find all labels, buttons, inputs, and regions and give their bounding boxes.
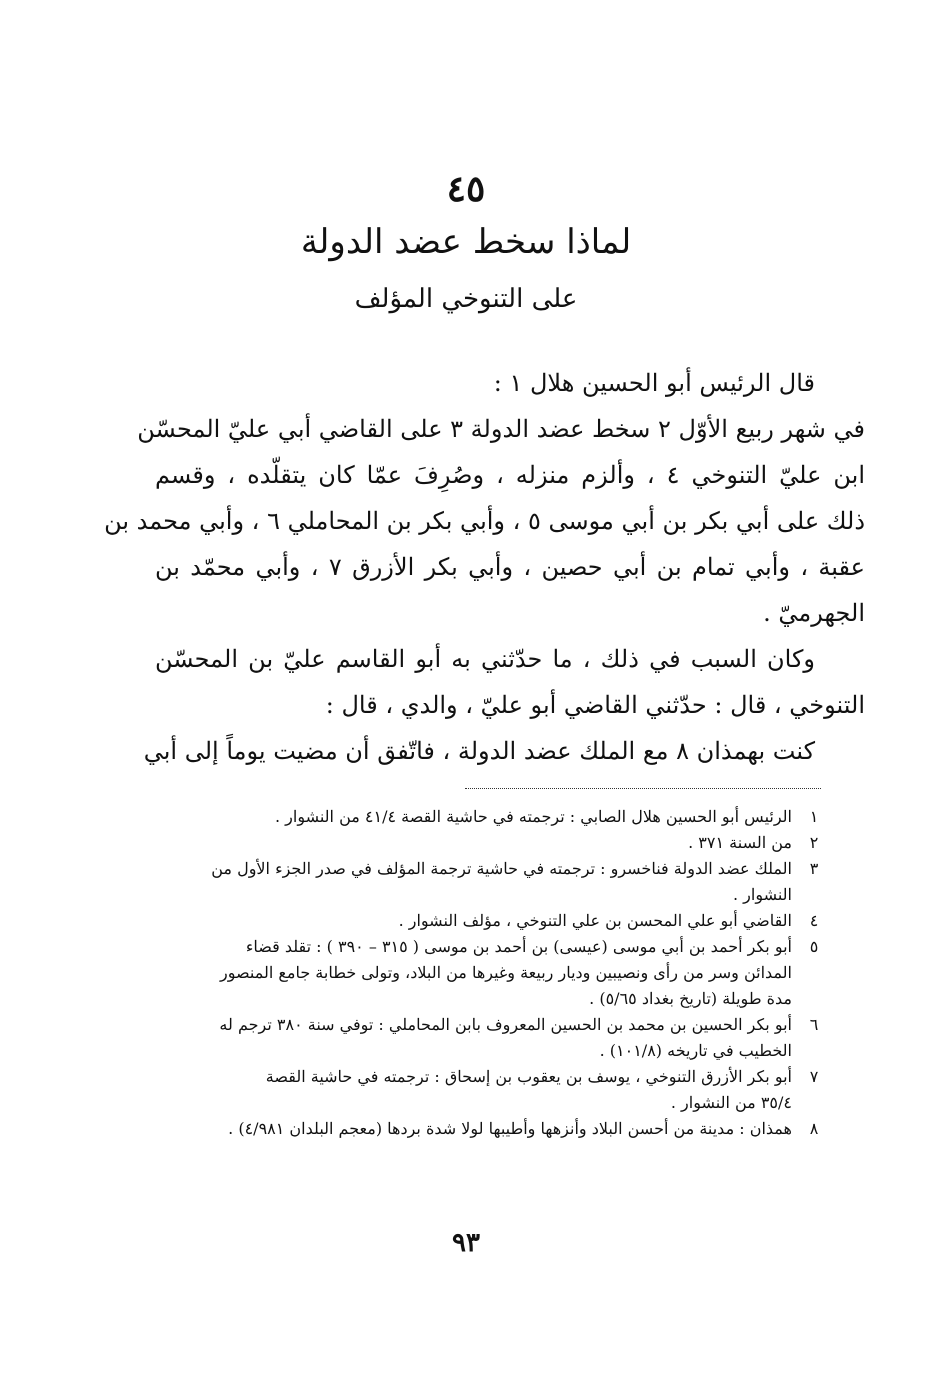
body-line: ابن عليّ التنوخي ٤ ، وألزم منزله ، وصُرِفَ عمّا كان يتقلّده ، وقسم [155,461,865,489]
body-line: كنت بهمذان ٨ مع الملك عضد الدولة ، فاتّفق أن مضيت يوماً إلى أبي [143,737,815,765]
footnote-line: أبو بكر أحمد بن أبي موسى (عيسى) بن أحمد بن موسى ( ٣١٥ – ٣٩٠ ) : تقلد قضاء [245,937,792,956]
body-line: الجهرميّ . [763,599,865,627]
footnote-6 [148,1012,828,1064]
footnote-2 [148,830,828,856]
chapter-subtitle: على التنوخي المؤلف [354,284,578,314]
footnote-line: همذان : مدينة من أحسن البلاد وأنزهها وأطيبها لولا شدة بردها (معجم البلدان ٤/٩٨١) . [228,1119,792,1138]
footnote-divider [465,788,821,789]
footnote-line: النشوار . [732,885,792,904]
chapter-title: لماذا سخط عضد الدولة [300,222,632,262]
footnote-number: ٤ [809,911,819,930]
footnote-3 [148,856,828,908]
footnote-number: ٢ [809,833,819,852]
footnote-line: ٣٥/٤ من النشوار . [670,1093,792,1112]
main-text [104,360,865,774]
footnote-number: ٦ [809,1015,819,1034]
footnote-line: أبو بكر الحسين بن محمد بن الحسين المعروف بابن المحاملي : توفي سنة ٣٨٠ ترجم له [219,1015,792,1034]
footnote-line: أبو بكر الأزرق التنوخي ، يوسف بن يعقوب بن إسحاق : ترجمته في حاشية القصة [265,1067,792,1086]
footnote-number: ٥ [809,937,819,956]
footnotes [148,804,828,1142]
footnote-5 [148,934,828,1012]
footnote-8 [148,1116,828,1142]
footnote-7 [148,1064,828,1116]
footnote-number: ٣ [809,859,819,878]
chapter-number: ٤٥ [446,168,486,210]
footnote-line: الخطيب في تاريخه (١٠١/٨) . [599,1041,792,1060]
footnote-line: الملك عضد الدولة فناخسرو : ترجمته في حاشية ترجمة المؤلف في صدر الجزء الأول من [211,859,792,878]
footnote-number: ٨ [809,1119,819,1138]
footnote-line: مدة طويلة (تاريخ بغداد ٥/٦٥) . [589,989,792,1008]
footnote-number: ١ [809,807,819,826]
body-line: قال الرئيس أبو الحسين هلال ١ : [493,369,815,397]
body-line: في شهر ربيع الأوّل ٢ سخط عضد الدولة ٣ على القاضي أبي عليّ المحسّن [137,415,865,443]
body-line: ذلك على أبي بكر بن أبي موسى ٥ ، وأبي بكر بن المحاملي ٦ ، وأبي محمد بن [104,507,865,535]
body-line: عقبة ، وأبي تمام بن أبي حصين ، وأبي بكر الأزرق ٧ ، وأبي محمّد بن [155,553,865,581]
body-line: وكان السبب في ذلك ، ما حدّثني به أبو القاسم عليّ بن المحسّن [155,645,815,673]
body-line: التنوخي ، قال : حدّثني القاضي أبو عليّ ، والدي ، قال : [325,691,865,719]
footnote-1 [148,804,828,830]
footnote-line: القاضي أبو علي المحسن بن علي التنوخي ، مؤلف النشوار . [398,911,792,930]
footnote-number: ٧ [809,1067,819,1086]
footnote-line: من السنة ٣٧١ . [688,833,792,852]
footnote-4 [148,908,828,934]
footnote-line: الرئيس أبو الحسين هلال الصابي : ترجمته في حاشية القصة ٤١/٤ من النشوار . [274,807,792,826]
footnote-line: المدائن وسر من رأى ونصيبين وديار ربيعة وغيرها من البلاد، وتولى خطابة جامع المنصور [220,963,792,982]
page-number: ٩٣ [452,1228,480,1258]
